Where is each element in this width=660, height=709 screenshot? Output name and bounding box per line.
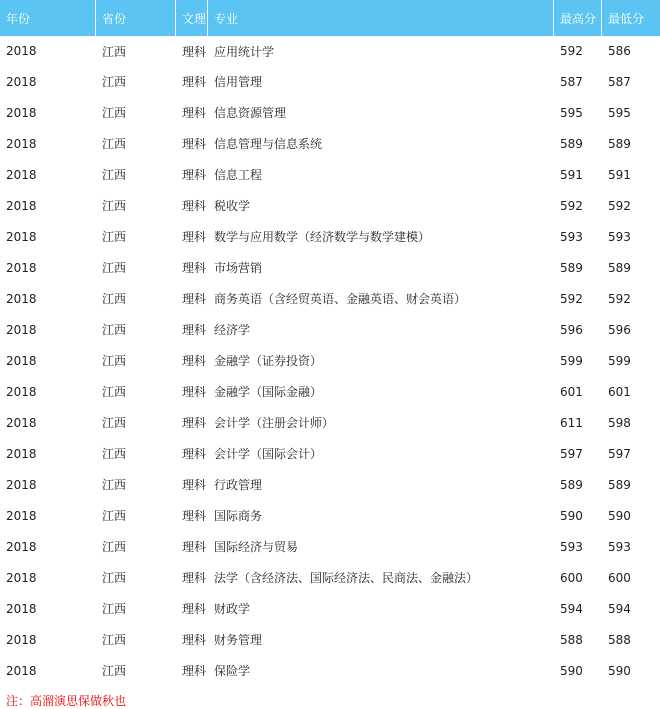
cell-major: 金融学（证券投资） <box>208 345 554 376</box>
table-row <box>0 314 660 345</box>
cell-category: 理科 <box>176 159 208 190</box>
cell-category: 理科 <box>176 407 208 438</box>
cell-province: 江西 <box>96 314 176 345</box>
cell-province: 江西 <box>96 562 176 593</box>
cell-major: 国际经济与贸易 <box>208 531 554 562</box>
cell-min-score: 586 <box>602 36 660 66</box>
table-row <box>0 438 660 469</box>
cell-category: 理科 <box>176 36 208 66</box>
cell-max-score: 601 <box>554 376 602 407</box>
cell-category: 理科 <box>176 562 208 593</box>
cell-province: 江西 <box>96 500 176 531</box>
cell-major: 会计学（国际会计） <box>208 438 554 469</box>
cell-max-score: 593 <box>554 221 602 252</box>
cell-min-score: 598 <box>602 407 660 438</box>
cell-province: 江西 <box>96 66 176 97</box>
cell-year: 2018 <box>0 221 96 252</box>
cell-province: 江西 <box>96 593 176 624</box>
cell-max-score: 596 <box>554 314 602 345</box>
table-row <box>0 97 660 128</box>
table-row <box>0 345 660 376</box>
cell-year: 2018 <box>0 314 96 345</box>
header-year: 年份 <box>0 0 96 36</box>
cell-max-score: 599 <box>554 345 602 376</box>
cell-major: 市场营销 <box>208 252 554 283</box>
cell-major: 财政学 <box>208 593 554 624</box>
cell-min-score: 587 <box>602 66 660 97</box>
cell-category: 理科 <box>176 314 208 345</box>
cell-max-score: 594 <box>554 593 602 624</box>
table-row <box>0 407 660 438</box>
cell-category: 理科 <box>176 283 208 314</box>
cell-min-score: 591 <box>602 159 660 190</box>
cell-max-score: 597 <box>554 438 602 469</box>
cell-year: 2018 <box>0 500 96 531</box>
cell-year: 2018 <box>0 66 96 97</box>
cell-category: 理科 <box>176 624 208 655</box>
cell-province: 江西 <box>96 345 176 376</box>
cell-max-score: 589 <box>554 252 602 283</box>
cell-province: 江西 <box>96 624 176 655</box>
cell-max-score: 589 <box>554 128 602 159</box>
cell-major: 信息工程 <box>208 159 554 190</box>
cell-year: 2018 <box>0 562 96 593</box>
table-row <box>0 36 660 66</box>
cell-year: 2018 <box>0 345 96 376</box>
cell-major: 金融学（国际金融） <box>208 376 554 407</box>
cell-min-score: 599 <box>602 345 660 376</box>
table-row <box>0 190 660 221</box>
cell-year: 2018 <box>0 376 96 407</box>
cell-year: 2018 <box>0 655 96 686</box>
cell-province: 江西 <box>96 655 176 686</box>
cell-category: 理科 <box>176 593 208 624</box>
table-row <box>0 376 660 407</box>
cell-min-score: 597 <box>602 438 660 469</box>
cell-province: 江西 <box>96 97 176 128</box>
cell-major: 会计学（注册会计师） <box>208 407 554 438</box>
cell-category: 理科 <box>176 438 208 469</box>
cell-min-score: 590 <box>602 500 660 531</box>
cell-major: 信用管理 <box>208 66 554 97</box>
table-header-row <box>0 0 660 36</box>
cell-year: 2018 <box>0 159 96 190</box>
cell-major: 经济学 <box>208 314 554 345</box>
cell-year: 2018 <box>0 407 96 438</box>
cell-province: 江西 <box>96 283 176 314</box>
header-province: 省份 <box>96 0 176 36</box>
cell-year: 2018 <box>0 283 96 314</box>
cell-min-score: 595 <box>602 97 660 128</box>
cell-min-score: 593 <box>602 531 660 562</box>
cell-min-score: 593 <box>602 221 660 252</box>
header-category: 文理 <box>176 0 208 36</box>
cell-max-score: 589 <box>554 469 602 500</box>
cell-category: 理科 <box>176 469 208 500</box>
cell-max-score: 590 <box>554 655 602 686</box>
cell-major: 信息资源管理 <box>208 97 554 128</box>
table-row <box>0 500 660 531</box>
cell-max-score: 588 <box>554 624 602 655</box>
cell-province: 江西 <box>96 252 176 283</box>
header-major: 专业 <box>208 0 554 36</box>
cell-major: 法学（含经济法、国际经济法、民商法、金融法） <box>208 562 554 593</box>
footnote: 注：高溜演思保做秋也 <box>6 694 127 708</box>
cell-max-score: 587 <box>554 66 602 97</box>
cell-major: 税收学 <box>208 190 554 221</box>
cell-major: 信息管理与信息系统 <box>208 128 554 159</box>
cell-year: 2018 <box>0 97 96 128</box>
cell-max-score: 590 <box>554 500 602 531</box>
cell-category: 理科 <box>176 66 208 97</box>
cell-category: 理科 <box>176 128 208 159</box>
table-row <box>0 562 660 593</box>
cell-max-score: 595 <box>554 97 602 128</box>
cell-year: 2018 <box>0 593 96 624</box>
cell-category: 理科 <box>176 345 208 376</box>
cell-province: 江西 <box>96 159 176 190</box>
cell-year: 2018 <box>0 36 96 66</box>
cell-major: 国际商务 <box>208 500 554 531</box>
cell-province: 江西 <box>96 376 176 407</box>
cell-min-score: 589 <box>602 469 660 500</box>
cell-province: 江西 <box>96 128 176 159</box>
cell-province: 江西 <box>96 221 176 252</box>
cell-min-score: 594 <box>602 593 660 624</box>
cell-category: 理科 <box>176 97 208 128</box>
cell-category: 理科 <box>176 655 208 686</box>
cell-max-score: 592 <box>554 36 602 66</box>
table-row <box>0 593 660 624</box>
cell-year: 2018 <box>0 252 96 283</box>
cell-category: 理科 <box>176 221 208 252</box>
table-row <box>0 128 660 159</box>
cell-major: 保险学 <box>208 655 554 686</box>
cell-max-score: 592 <box>554 283 602 314</box>
cell-min-score: 590 <box>602 655 660 686</box>
table-row <box>0 469 660 500</box>
table-row <box>0 221 660 252</box>
table-row <box>0 252 660 283</box>
cell-min-score: 589 <box>602 128 660 159</box>
cell-province: 江西 <box>96 469 176 500</box>
cell-major: 数学与应用数学（经济数学与数学建模） <box>208 221 554 252</box>
cell-major: 财务管理 <box>208 624 554 655</box>
cell-max-score: 592 <box>554 190 602 221</box>
cell-province: 江西 <box>96 36 176 66</box>
cell-year: 2018 <box>0 438 96 469</box>
cell-max-score: 611 <box>554 407 602 438</box>
cell-min-score: 601 <box>602 376 660 407</box>
cell-min-score: 600 <box>602 562 660 593</box>
table-row <box>0 531 660 562</box>
cell-year: 2018 <box>0 469 96 500</box>
table-row <box>0 624 660 655</box>
header-max-score: 最高分 <box>554 0 602 36</box>
cell-min-score: 592 <box>602 190 660 221</box>
table-row <box>0 66 660 97</box>
cell-category: 理科 <box>176 376 208 407</box>
cell-min-score: 589 <box>602 252 660 283</box>
cell-category: 理科 <box>176 500 208 531</box>
table-row <box>0 159 660 190</box>
cell-category: 理科 <box>176 190 208 221</box>
cell-province: 江西 <box>96 407 176 438</box>
cell-province: 江西 <box>96 531 176 562</box>
cell-min-score: 596 <box>602 314 660 345</box>
cell-province: 江西 <box>96 190 176 221</box>
cell-major: 行政管理 <box>208 469 554 500</box>
cell-category: 理科 <box>176 531 208 562</box>
cell-province: 江西 <box>96 438 176 469</box>
cell-max-score: 600 <box>554 562 602 593</box>
cell-min-score: 592 <box>602 283 660 314</box>
cell-category: 理科 <box>176 252 208 283</box>
table-row <box>0 283 660 314</box>
header-min-score: 最低分 <box>602 0 660 36</box>
cell-year: 2018 <box>0 190 96 221</box>
cell-max-score: 591 <box>554 159 602 190</box>
cell-min-score: 588 <box>602 624 660 655</box>
cell-major: 应用统计学 <box>208 36 554 66</box>
cell-year: 2018 <box>0 624 96 655</box>
cell-major: 商务英语（含经贸英语、金融英语、财会英语） <box>208 283 554 314</box>
cell-year: 2018 <box>0 128 96 159</box>
cell-year: 2018 <box>0 531 96 562</box>
table-row <box>0 655 660 686</box>
table-body <box>0 36 660 686</box>
cell-max-score: 593 <box>554 531 602 562</box>
